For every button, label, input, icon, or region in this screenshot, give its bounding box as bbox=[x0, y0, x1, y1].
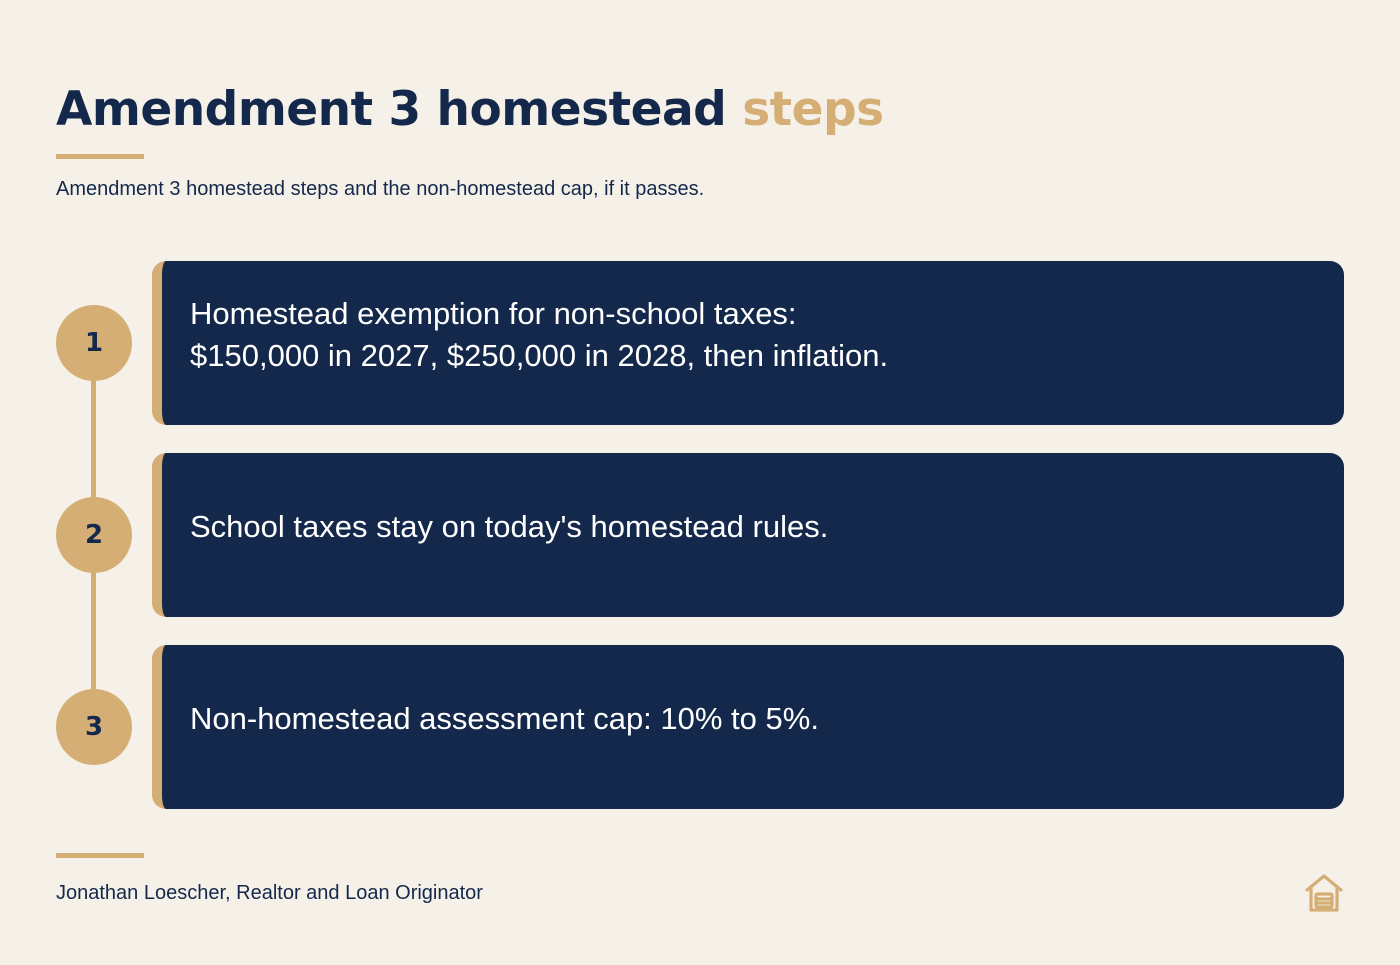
step-card-2 bbox=[152, 453, 1344, 617]
step-number-3: 3 bbox=[56, 689, 132, 765]
title-accent: steps bbox=[742, 82, 884, 137]
step-number-2: 2 bbox=[56, 497, 132, 573]
footer-rule bbox=[56, 853, 144, 858]
page-title bbox=[56, 80, 884, 140]
title-main: Amendment 3 homestead bbox=[56, 82, 727, 137]
title-underline bbox=[56, 154, 144, 159]
step-card-1 bbox=[152, 261, 1344, 425]
step-1-line-2: $150,000 in 2027, $250,000 in 2028, then inflation. bbox=[190, 338, 889, 373]
step-1-line-1: Homestead exemption for non-school taxes: bbox=[190, 296, 797, 331]
home-icon bbox=[1304, 872, 1344, 914]
page-subtitle: Amendment 3 homestead steps and the non-homestead cap, if it passes. bbox=[56, 178, 705, 200]
step-2-line-1: School taxes stay on today's homestead rules. bbox=[190, 509, 829, 544]
step-2-text bbox=[190, 506, 828, 548]
footer-author: Jonathan Loescher, Realtor and Loan Originator bbox=[56, 882, 483, 904]
step-3-text bbox=[190, 698, 819, 740]
step-number-1: 1 bbox=[56, 305, 132, 381]
step-card-3 bbox=[152, 645, 1344, 809]
step-3-line-1: Non-homestead assessment cap: 10% to 5%. bbox=[190, 701, 819, 736]
step-1-text bbox=[190, 293, 888, 377]
